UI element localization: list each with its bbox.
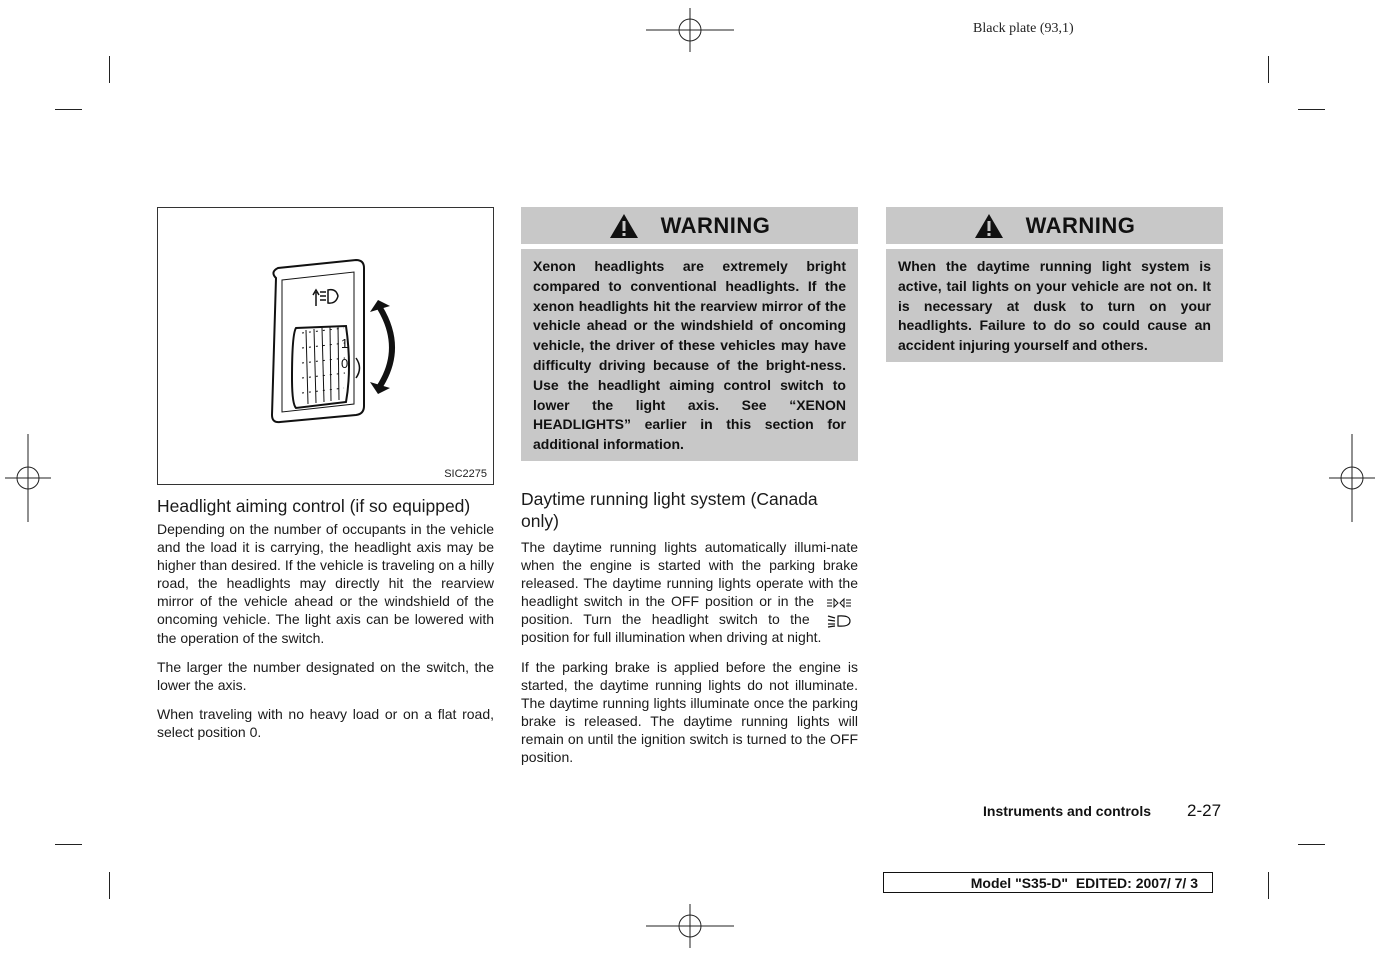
model-edit-box bbox=[883, 872, 1213, 893]
edited-date: EDITED: 2007/ 7/ 3 bbox=[1075, 875, 1198, 891]
crop-mark bbox=[1268, 56, 1269, 83]
paragraph: Depending on the number of occupants in the vehicle and the load it is carrying, the headlight axis may be higher than desired. If the vehicle is traveling on a hilly road, the headlights may directly hit the rearview mirror of the vehicle ahead or the windshield of the oncoming vehicle. The light axis can be lowered with the operation of the switch. bbox=[157, 521, 494, 646]
parking-light-icon bbox=[826, 597, 852, 609]
warning-body-xenon: Xenon headlights are extremely bright compared to conventional headlights. If the xenon headlights hit the rearview mirror of the vehicle ahead or the windshield of oncoming vehicle, the driver of these vehicles may have difficulty driving because of the bright-ness. Use the headlight aiming control switch to lower the light axis. See “XENON HEADLIGHTS” earlier in this section for additional information. bbox=[521, 249, 858, 461]
registration-mark-right bbox=[1329, 434, 1375, 522]
headlight-aiming-figure bbox=[157, 207, 494, 485]
warning-title: WARNING bbox=[660, 212, 771, 238]
crop-mark bbox=[1268, 872, 1269, 899]
section-heading-drl: Daytime running light system (Canada only) bbox=[521, 489, 818, 531]
warning-header-xenon bbox=[521, 207, 858, 244]
paragraph: When traveling with no heavy load or on a flat road, select position 0. bbox=[157, 705, 494, 740]
registration-mark-left bbox=[5, 434, 51, 522]
warning-title: WARNING bbox=[1025, 212, 1136, 238]
dial-number-1: 1 bbox=[341, 336, 349, 351]
dial-number-0: 0 bbox=[341, 356, 349, 371]
footer-section-title: Instruments and controls bbox=[983, 803, 1152, 819]
warning-triangle-icon bbox=[609, 213, 639, 239]
figure-code: SIC2275 bbox=[444, 468, 487, 480]
crop-mark bbox=[55, 844, 82, 845]
headlight-icon bbox=[826, 614, 852, 628]
aiming-switch-illustration bbox=[158, 208, 493, 484]
crop-mark bbox=[1298, 109, 1325, 110]
paragraph-part: position for full illumination when driving at night. bbox=[521, 629, 822, 646]
registration-mark-bottom bbox=[646, 904, 734, 948]
paragraph-part: position. Turn the headlight switch to the bbox=[521, 611, 810, 628]
crop-mark bbox=[55, 109, 82, 110]
middle-column bbox=[521, 488, 858, 777]
paragraph: The larger the number designated on the switch, the lower the axis. bbox=[157, 658, 494, 693]
crop-mark bbox=[1298, 844, 1325, 845]
crop-mark bbox=[109, 56, 110, 83]
paragraph-drl-2: If the parking brake is applied before the engine is started, the daytime running lights do not illuminate. The daytime running lights illuminate once the parking brake is released. The daytime running lights will remain on until the ignition switch is turned to the OFF position. bbox=[521, 658, 858, 766]
model-label: Model bbox=[970, 875, 1012, 891]
warning-body-drl: When the daytime running light system is active, tail lights on your vehicle are not on. It is necessary at dusk to turn on your headlights. Failure to do so could cause an accident injuring yourself and others. bbox=[886, 249, 1223, 362]
paragraph-drl-1 bbox=[521, 538, 858, 647]
left-column bbox=[157, 495, 494, 752]
model-code: "S35-D" bbox=[1015, 875, 1069, 891]
warning-triangle-icon bbox=[974, 213, 1004, 239]
page-number: 2-27 bbox=[1187, 801, 1222, 820]
plate-label: Black plate (93,1) bbox=[973, 21, 1074, 36]
paragraph-part: The daytime running lights automatically illumi-nate when the engine is started with the parking brake released. The daytime running lights operate with the headlight switch in the OFF position or in the bbox=[521, 539, 858, 610]
crop-mark bbox=[109, 872, 110, 899]
registration-mark-top bbox=[646, 8, 734, 52]
section-heading-aiming: Headlight aiming control (if so equipped) bbox=[157, 496, 471, 516]
warning-header-drl bbox=[886, 207, 1223, 244]
